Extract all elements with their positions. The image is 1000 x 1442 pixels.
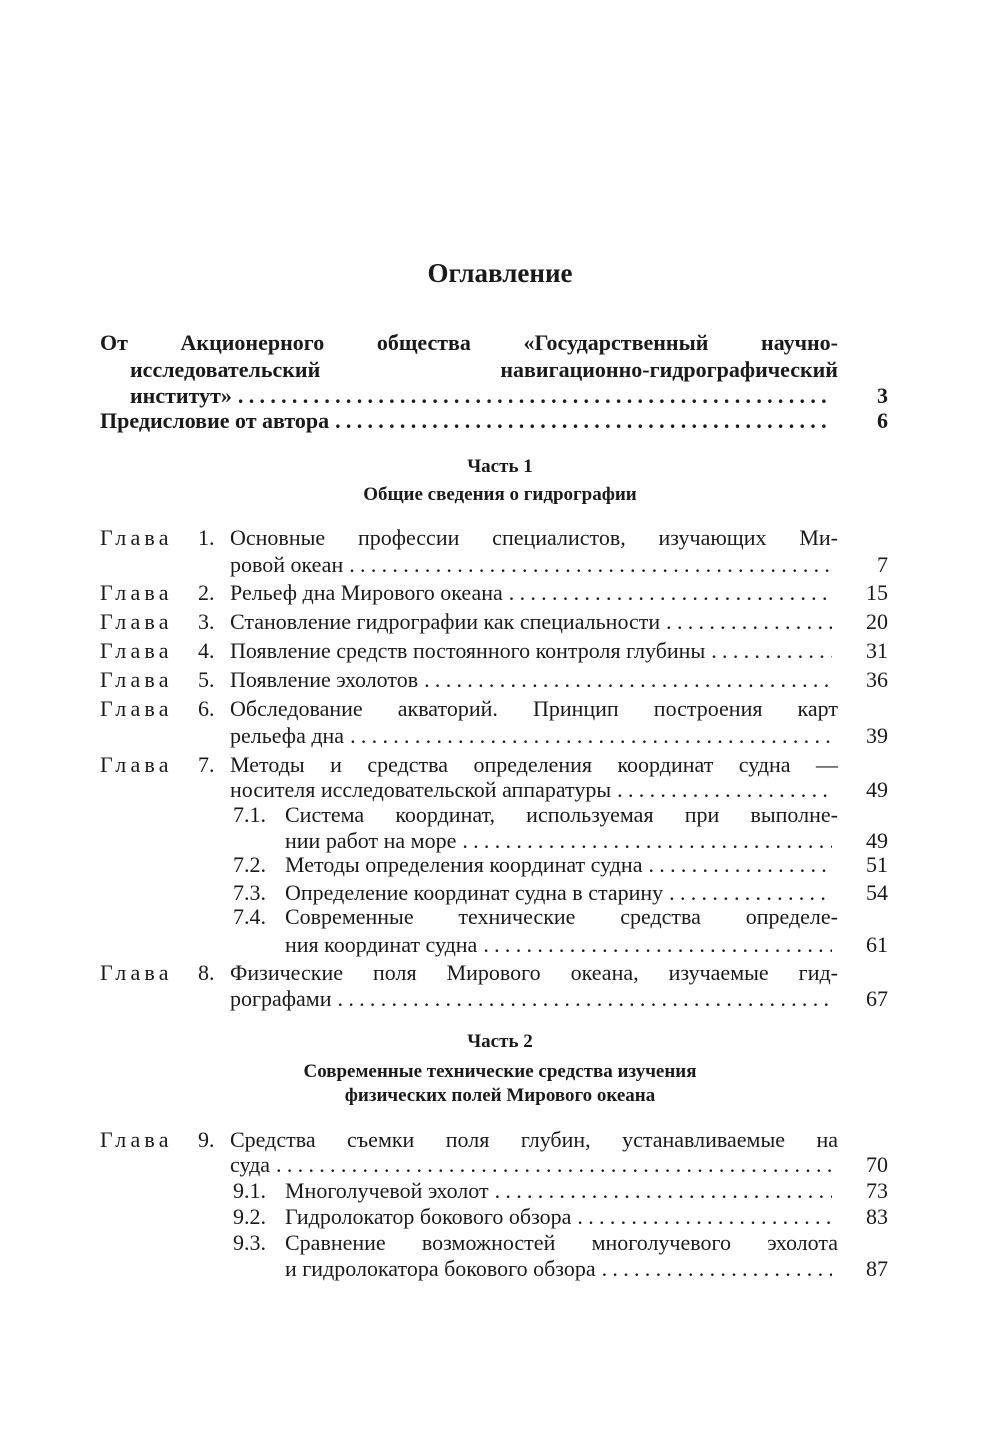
toc-entry-front (100, 357, 888, 385)
chapter-number: 7. (198, 752, 215, 777)
toc-chapter (100, 752, 888, 780)
entry-text: исследовательский навигационно-гидрографический (130, 357, 838, 382)
dot-leader (602, 1256, 832, 1282)
chapter-label: Глава (100, 752, 173, 777)
toc-chapter (100, 667, 888, 695)
entry-text: Методы и средства определения координат судна — (230, 752, 838, 777)
toc-section (100, 904, 888, 932)
entry-text: Современные технические средства определе- (285, 904, 838, 929)
entry-text: Основные профессии специалистов, изучающих Ми- (230, 525, 838, 550)
chapter-number: 9. (198, 1127, 215, 1152)
entry-text: Становление гидрографии как специальности (230, 609, 661, 634)
toc-entry-front (100, 383, 888, 411)
toc-chapter (100, 723, 888, 751)
entry-text: рельефа дна (230, 723, 345, 748)
chapter-number: 4. (198, 638, 215, 663)
page-number: 15 (866, 580, 888, 605)
page-number: 3 (877, 383, 888, 408)
entry-text: Рельеф дна Мирового океана (230, 580, 503, 605)
page-number: 83 (866, 1204, 888, 1229)
dot-leader (483, 932, 832, 958)
chapter-label: Глава (100, 609, 173, 634)
chapter-label: Глава (100, 638, 173, 663)
toc-chapter (100, 525, 888, 553)
section-number: 9.2. (233, 1204, 266, 1229)
page-number: 49 (866, 777, 888, 802)
chapter-label: Глава (100, 1127, 173, 1152)
entry-text: институт» (130, 383, 232, 408)
entry-text: Предисловие от автора (100, 408, 330, 433)
chapter-number: 6. (198, 696, 215, 721)
entry-text: носителя исследовательской аппаратуры (230, 777, 612, 802)
entry-text: суда (230, 1152, 271, 1177)
toc-section (100, 1204, 888, 1232)
dot-leader (462, 828, 832, 854)
toc-chapter (100, 1127, 888, 1155)
page-number: 70 (866, 1152, 888, 1177)
entry-text: Гидролокатор бокового обзора (285, 1204, 572, 1229)
dot-leader (238, 383, 832, 409)
dot-leader (711, 638, 832, 664)
chapter-number: 5. (198, 667, 215, 692)
toc-section (100, 1256, 888, 1284)
dot-leader (669, 880, 832, 906)
chapter-number: 1. (198, 525, 215, 550)
chapter-label: Глава (100, 696, 173, 721)
page-number: 31 (866, 638, 888, 663)
toc-chapter (100, 609, 888, 637)
dot-leader (495, 1178, 832, 1204)
dot-leader (509, 580, 832, 606)
entry-text: От Акционерного общества «Государственный научно- (100, 330, 838, 355)
section-number: 9.1. (233, 1178, 266, 1203)
dot-leader (335, 408, 832, 434)
dot-leader (338, 986, 832, 1012)
chapter-label: Глава (100, 525, 173, 550)
toc-section (100, 802, 888, 830)
entry-text: Физические поля Мирового океана, изучаемые гид- (230, 960, 838, 985)
dot-leader (276, 1152, 832, 1178)
toc-chapter (100, 960, 888, 988)
page-number: 7 (877, 552, 888, 577)
part-label: Часть 1 (467, 456, 533, 477)
toc-chapter (100, 638, 888, 666)
chapter-number: 3. (198, 609, 215, 634)
chapter-number: 8. (198, 960, 215, 985)
chapter-label: Глава (100, 580, 173, 605)
toc-chapter (100, 1152, 888, 1180)
toc-chapter (100, 552, 888, 580)
entry-text: Появление средств постоянного контроля глубины (230, 638, 706, 663)
entry-text: Система координат, используемая при выполне- (285, 802, 838, 827)
page-number: 39 (866, 723, 888, 748)
page-number: 49 (866, 828, 888, 853)
page-number: 61 (866, 932, 888, 957)
section-number: 9.3. (233, 1230, 266, 1255)
page-number: 73 (866, 1178, 888, 1203)
dot-leader (577, 1204, 832, 1230)
entry-text: Средства съемки поля глубин, устанавливаемые на (230, 1127, 838, 1152)
page-number: 54 (866, 880, 888, 905)
entry-text: рографами (230, 986, 332, 1011)
toc-section (100, 932, 888, 960)
entry-text: Определение координат судна в старину (285, 880, 664, 905)
dot-leader (666, 609, 832, 635)
part-title: Современные технические средства изучения (303, 1061, 697, 1082)
toc-section (100, 852, 888, 880)
page-number: 20 (866, 609, 888, 634)
toc-chapter (100, 986, 888, 1014)
page-number: 51 (866, 852, 888, 877)
entry-text: Сравнение возможностей многолучевого эхолота (285, 1230, 838, 1255)
part-label: Часть 2 (467, 1031, 533, 1052)
section-number: 7.1. (233, 802, 266, 827)
toc-chapter (100, 777, 888, 805)
toc-section (100, 1230, 888, 1258)
chapter-label: Глава (100, 960, 173, 985)
section-number: 7.3. (233, 880, 266, 905)
page-title: Оглавление (427, 258, 573, 288)
toc-entry-preface (100, 408, 888, 436)
entry-text: нии работ на море (285, 828, 457, 853)
section-number: 7.4. (233, 904, 266, 929)
dot-leader (648, 852, 832, 878)
dot-leader (349, 552, 832, 578)
toc-chapter (100, 696, 888, 724)
part-title: физических полей Мирового океана (344, 1085, 656, 1106)
entry-text: Методы определения координат судна (285, 852, 643, 877)
entry-text: ровой океан (230, 552, 344, 577)
entry-text: Обследование акваторий. Принцип построения карт (230, 696, 838, 721)
page-number: 6 (877, 408, 888, 433)
dot-leader (424, 667, 832, 693)
entry-text: Появление эхолотов (230, 667, 419, 692)
toc-chapter (100, 580, 888, 608)
page-number: 87 (866, 1256, 888, 1281)
part-title: Общие сведения о гидрографии (363, 484, 637, 505)
entry-text: ния координат судна (285, 932, 478, 957)
dot-leader (617, 777, 832, 803)
dot-leader (350, 723, 832, 749)
section-number: 7.2. (233, 852, 266, 877)
page-number: 67 (866, 986, 888, 1011)
toc-section (100, 1178, 888, 1206)
toc-entry-front (100, 330, 888, 358)
page-number: 36 (866, 667, 888, 692)
entry-text: и гидролокатора бокового обзора (285, 1256, 596, 1281)
entry-text: Многолучевой эхолот (285, 1178, 489, 1203)
chapter-number: 2. (198, 580, 215, 605)
chapter-label: Глава (100, 667, 173, 692)
